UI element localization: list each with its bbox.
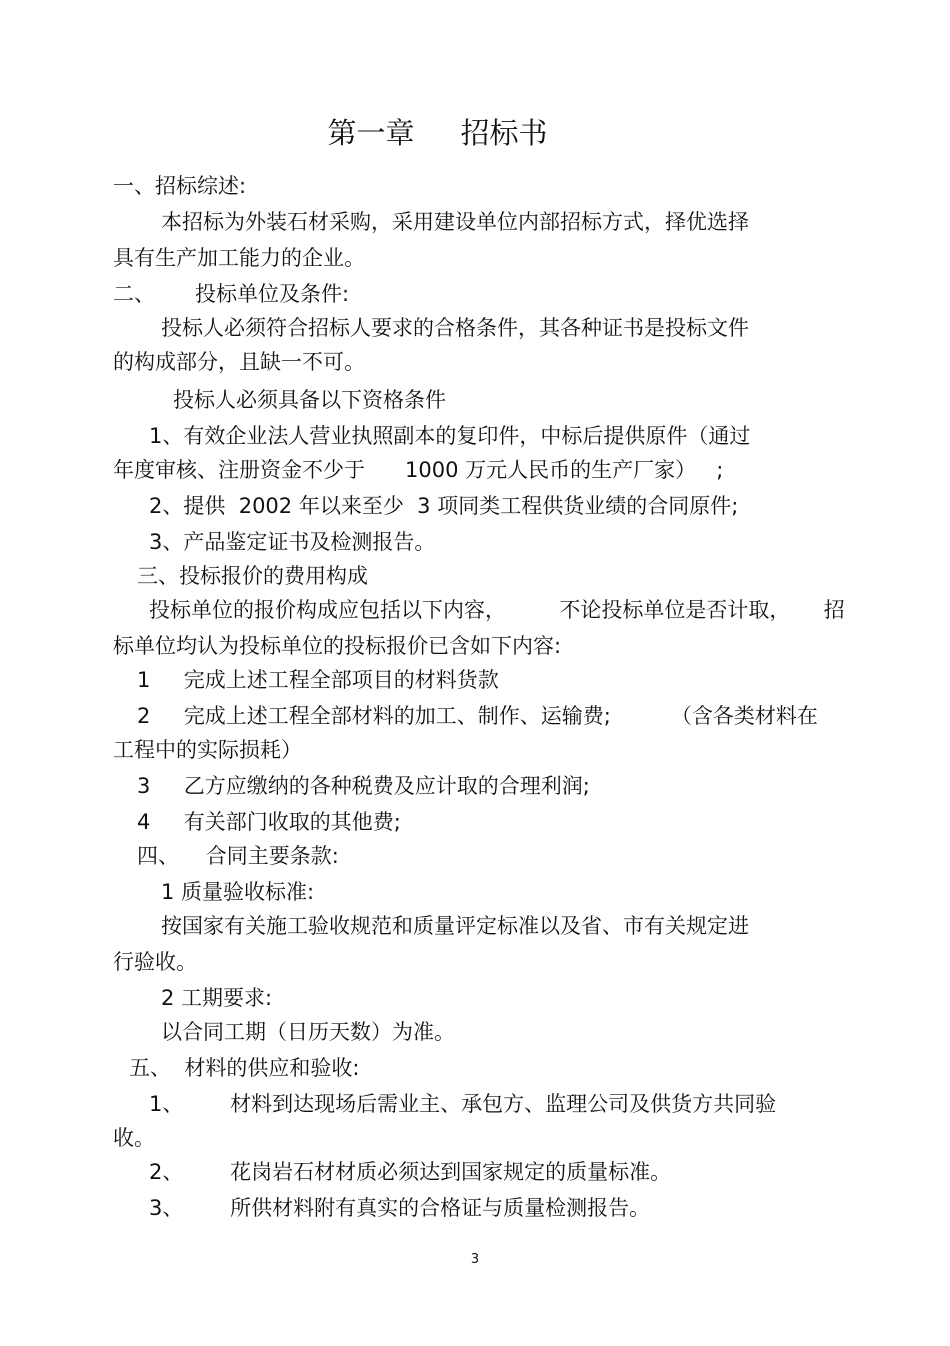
subheading: 1 质量验收标准: (161, 880, 315, 904)
list-item-continued: 收。 (113, 1126, 155, 1150)
list-item: 1、 材料到达现场后需业主、承包方、监理公司及供货方共同验 (149, 1092, 777, 1116)
list-item: 2、提供 2002 年以来至少 3 项同类工程供货业绩的合同原件; (149, 494, 739, 518)
paragraph-line: 具有生产加工能力的企业。 (113, 246, 365, 270)
list-item: 1 完成上述工程全部项目的材料货款 (137, 668, 499, 692)
list-item: 3、产品鉴定证书及检测报告。 (149, 530, 436, 554)
paragraph-line: 本招标为外装石材采购，采用建设单位内部招标方式，择优选择 (161, 210, 749, 234)
paragraph-line: 投标人必须符合招标人要求的合格条件，其各种证书是投标文件 (161, 316, 749, 340)
section-2-heading: 二、 投标单位及条件: (113, 282, 350, 306)
paragraph-line: 投标人必须具备以下资格条件 (173, 388, 446, 412)
paragraph-line: 按国家有关施工验收规范和质量评定标准以及省、市有关规定进 (161, 914, 749, 938)
section-1-heading: 一、招标综述: (113, 174, 247, 198)
page-number: 3 (470, 1252, 480, 1267)
subheading: 2 工期要求: (161, 986, 273, 1010)
chapter-title: 第一章 招标书 (327, 116, 548, 150)
list-item-continued: 工程中的实际损耗） (113, 738, 302, 762)
list-item: 1、有效企业法人营业执照副本的复印件，中标后提供原件（通过 (149, 424, 751, 448)
list-item: 2 完成上述工程全部材料的加工、制作、运输费; （含各类材料在 (137, 704, 818, 728)
paragraph-line: 标单位均认为投标单位的投标报价已含如下内容: (113, 634, 562, 658)
paragraph-line: 投标单位的报价构成应包括以下内容， 不论投标单位是否计取， 招 (149, 598, 845, 622)
section-5-heading: 五、 材料的供应和验收: (129, 1056, 360, 1080)
list-item: 3 乙方应缴纳的各种税费及应计取的合理利润; (137, 774, 590, 798)
paragraph-line: 的构成部分，且缺一不可。 (113, 350, 365, 374)
paragraph-line: 行验收。 (113, 950, 197, 974)
paragraph-line: 以合同工期（日历天数）为准。 (161, 1020, 455, 1044)
list-item: 2、 花岗岩石材材质必须达到国家规定的质量标准。 (149, 1160, 672, 1184)
section-4-heading: 四、 合同主要条款: (137, 844, 339, 868)
list-item: 3、 所供材料附有真实的合格证与质量检测报告。 (149, 1196, 651, 1220)
list-item-continued: 年度审核、注册资金不少于 1000 万元人民币的生产厂家） ; (113, 458, 724, 482)
section-3-heading: 三、投标报价的费用构成 (137, 564, 368, 588)
list-item: 4 有关部门收取的其他费; (137, 810, 401, 834)
